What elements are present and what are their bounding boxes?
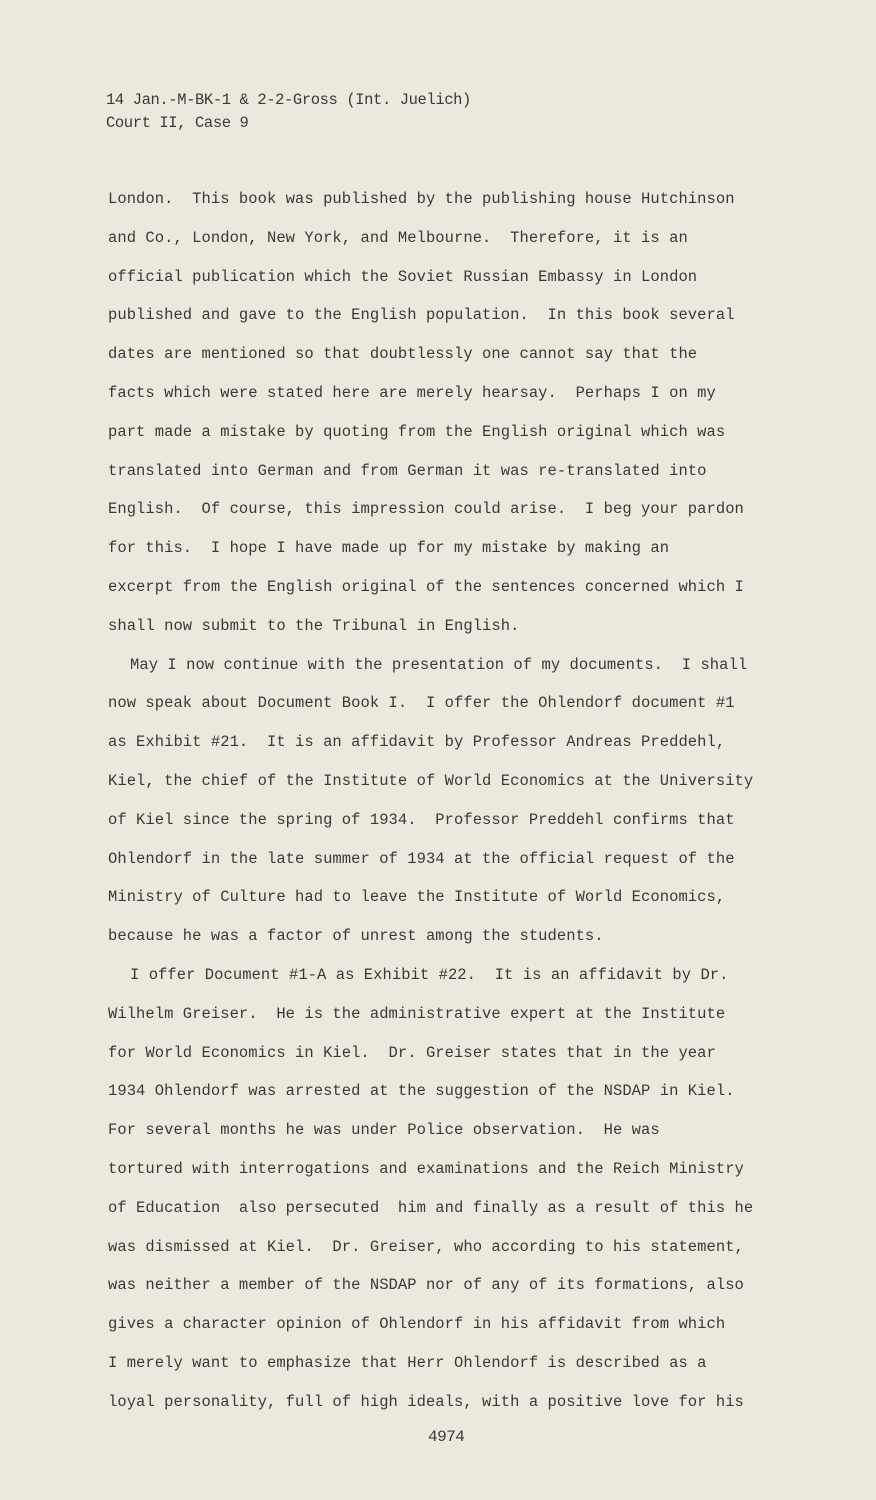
- text-line: of Kiel since the spring of 1934. Professor Preddehl confirms that: [108, 810, 735, 829]
- text-line: May I now continue with the presentation of my documents. I shall: [130, 655, 748, 674]
- text-line: Ministry of Culture had to leave the Institute of World Economics,: [108, 888, 726, 907]
- text-line: tortured with interrogations and examinations and the Reich Ministry: [108, 1159, 744, 1178]
- text-line: gives a character opinion of Ohlendorf in his affidavit from which: [108, 1315, 726, 1334]
- text-line: was dismissed at Kiel. Dr. Greiser, who according to his statement,: [108, 1237, 744, 1256]
- text-line: loyal personality, full of high ideals, with a positive love for his: [108, 1392, 744, 1411]
- text-line: I merely want to emphasize that Herr Ohlendorf is described as a: [108, 1353, 707, 1372]
- text-line: I offer Document #1-A as Exhibit #22. It is an affidavit by Dr.: [130, 965, 729, 984]
- text-line: excerpt from the English original of the sentences concerned which I: [108, 577, 744, 596]
- document-body: [108, 187, 753, 1429]
- text-line: of Education also persecuted him and finally as a result of this he: [108, 1198, 754, 1217]
- text-line: as Exhibit #21. It is an affidavit by Professor Andreas Preddehl,: [108, 733, 726, 752]
- text-line: now speak about Document Book I. I offer the Ohlendorf document #1: [108, 694, 735, 713]
- text-line: dates are mentioned so that doubtlessly one cannot say that the: [108, 345, 698, 364]
- text-line: for this. I hope I have made up for my mistake by making an: [108, 539, 670, 558]
- header-court-case: Court II, Case 9: [106, 114, 249, 132]
- text-line: facts which were stated here are merely hearsay. Perhaps I on my: [108, 383, 716, 402]
- page-number: 4974: [428, 1428, 465, 1446]
- text-line: shall now submit to the Tribunal in English.: [108, 616, 520, 635]
- text-line: published and gave to the English population. In this book several: [108, 306, 735, 325]
- text-line: 1934 Ohlendorf was arrested at the suggestion of the NSDAP in Kiel.: [108, 1082, 735, 1101]
- text-line: Wilhelm Greiser. He is the administrative expert at the Institute: [108, 1004, 726, 1023]
- text-line: English. Of course, this impression could arise. I beg your pardon: [108, 500, 744, 519]
- text-line: for World Economics in Kiel. Dr. Greiser states that in the year: [108, 1043, 716, 1062]
- text-line: because he was a factor of unrest among the students.: [108, 927, 604, 946]
- text-line: London. This book was published by the publishing house Hutchinson: [108, 190, 735, 208]
- text-line: Kiel, the chief of the Institute of World Economics at the University: [108, 771, 754, 790]
- header-reference: 14 Jan.-M-BK-1 & 2-2-Gross (Int. Juelich): [106, 91, 471, 109]
- text-line: Ohlendorf in the late summer of 1934 at the official request of the: [108, 849, 735, 868]
- text-line: official publication which the Soviet Russian Embassy in London: [108, 267, 698, 286]
- text-line: translated into German and from German it was re-translated into: [108, 461, 707, 480]
- text-line: was neither a member of the NSDAP nor of any of its formations, also: [108, 1276, 744, 1295]
- text-line: For several months he was under Police observation. He was: [108, 1121, 660, 1140]
- text-line: part made a mistake by quoting from the English original which was: [108, 422, 726, 441]
- text-line: and Co., London, New York, and Melbourne. Therefore, it is an: [108, 228, 688, 247]
